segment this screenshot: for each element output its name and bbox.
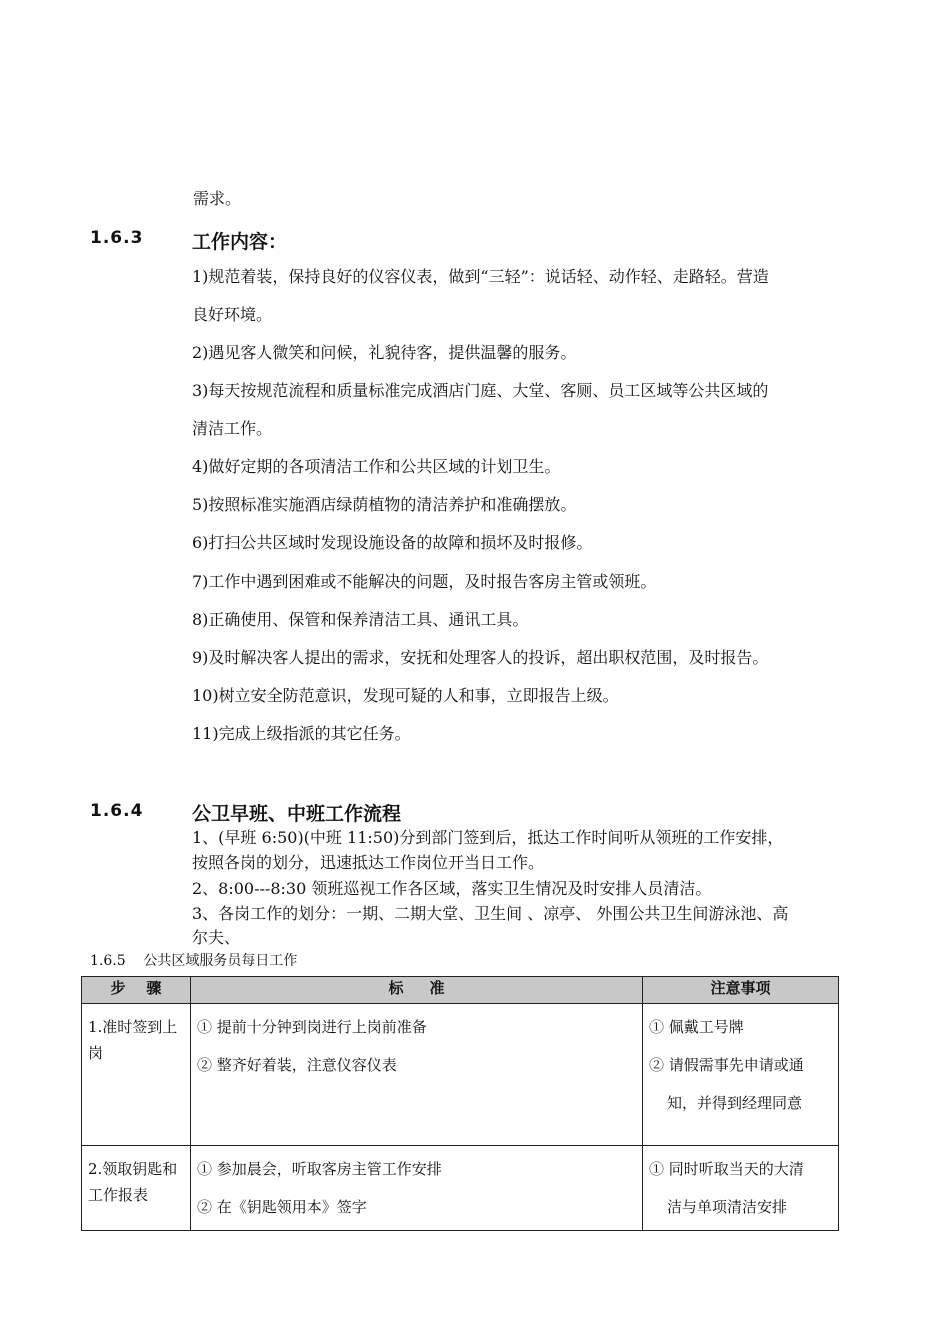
standard-cell [191,1146,643,1231]
standard-cell [191,1004,643,1146]
header-standard: 标 准 [191,977,643,1004]
table-header-row [82,977,839,1004]
list-item: 8)正确使用、保管和保养清洁工具、通讯工具。 [192,610,529,629]
header-step: 步 骤 [82,977,191,1004]
continuation-text: 需求。 [193,189,242,208]
standard-line: ② 在《钥匙领用本》签字 [197,1198,367,1216]
list-item: 10)树立安全防范意识，发现可疑的人和事，立即报告上级。 [192,686,619,705]
list-item: 3)每天按规范流程和质量标准完成酒店门庭、大堂、客厕、员工区域等公共区域的 [192,381,769,400]
table-row [82,1146,839,1231]
table-row [82,1004,839,1146]
note-line: 洁与单项清洁安排 [667,1198,788,1216]
flow-line: 按照各岗的划分，迅速抵达工作岗位开当日工作。 [192,853,545,872]
list-item: 5)按照标准实施酒店绿荫植物的清洁养护和准确摆放。 [192,495,577,514]
standard-line: ② 整齐好着装，注意仪容仪表 [197,1056,397,1074]
list-item: 4)做好定期的各项清洁工作和公共区域的计划卫生。 [192,457,561,476]
standard-line: ① 提前十分钟到岗进行上岗前准备 [197,1018,427,1036]
flow-line: 1、(早班 6:50)(中班 11:50)分到部门签到后，抵达工作时间听从领班的工作安排， [192,828,784,847]
step-cell: 2.领取钥匙和工作报表 [82,1146,191,1231]
list-item: 11)完成上级指派的其它任务。 [192,724,411,743]
list-item: 9)及时解决客人提出的需求，安抚和处理客人的投诉，超出职权范围，及时报告。 [192,648,769,667]
flow-line: 3、各岗工作的划分：一期、二期大堂、卫生间 、凉亭、 外围公共卫生间游泳池、高 [192,904,789,923]
note-line: 知，并得到经理同意 [667,1094,803,1112]
list-item: 2)遇见客人微笑和问候，礼貌待客，提供温馨的服务。 [192,343,577,362]
notes-cell [643,1004,839,1146]
table-caption: 1.6.5 公共区域服务员每日工作 [90,953,298,969]
section-title-163: 工作内容： [192,231,288,253]
note-line: ② 请假需事先申请或通 [649,1056,804,1074]
list-item: 7)工作中遇到困难或不能解决的问题，及时报告客房主管或领班。 [192,572,657,591]
section-number-164: 1.6.4 [90,801,144,821]
note-line: ① 同时听取当天的大清 [649,1160,804,1178]
standard-line: ① 参加晨会，听取客房主管工作安排 [197,1160,442,1178]
list-item: 1)规范着装，保持良好的仪容仪表，做到“三轻”：说话轻、动作轻、走路轻。营造 [192,267,769,286]
section-number-163: 1.6.3 [90,228,144,248]
step-cell: 1.准时签到上岗 [82,1004,191,1146]
note-line: ① 佩戴工号牌 [649,1018,744,1036]
flow-line: 尔夫、 [192,928,241,947]
flow-line: 2、8:00---8:30 领班巡视工作各区域，落实卫生情况及时安排人员清洁。 [192,879,712,898]
header-notes: 注意事项 [643,977,839,1004]
list-item: 6)打扫公共区域时发现设施设备的故障和损坏及时报修。 [192,533,593,552]
section-title-164: 公卫早班、中班工作流程 [192,803,402,825]
notes-cell [643,1146,839,1231]
daily-work-table [81,976,839,1231]
list-item: 良好环境。 [192,305,273,324]
list-item: 清洁工作。 [192,419,273,438]
